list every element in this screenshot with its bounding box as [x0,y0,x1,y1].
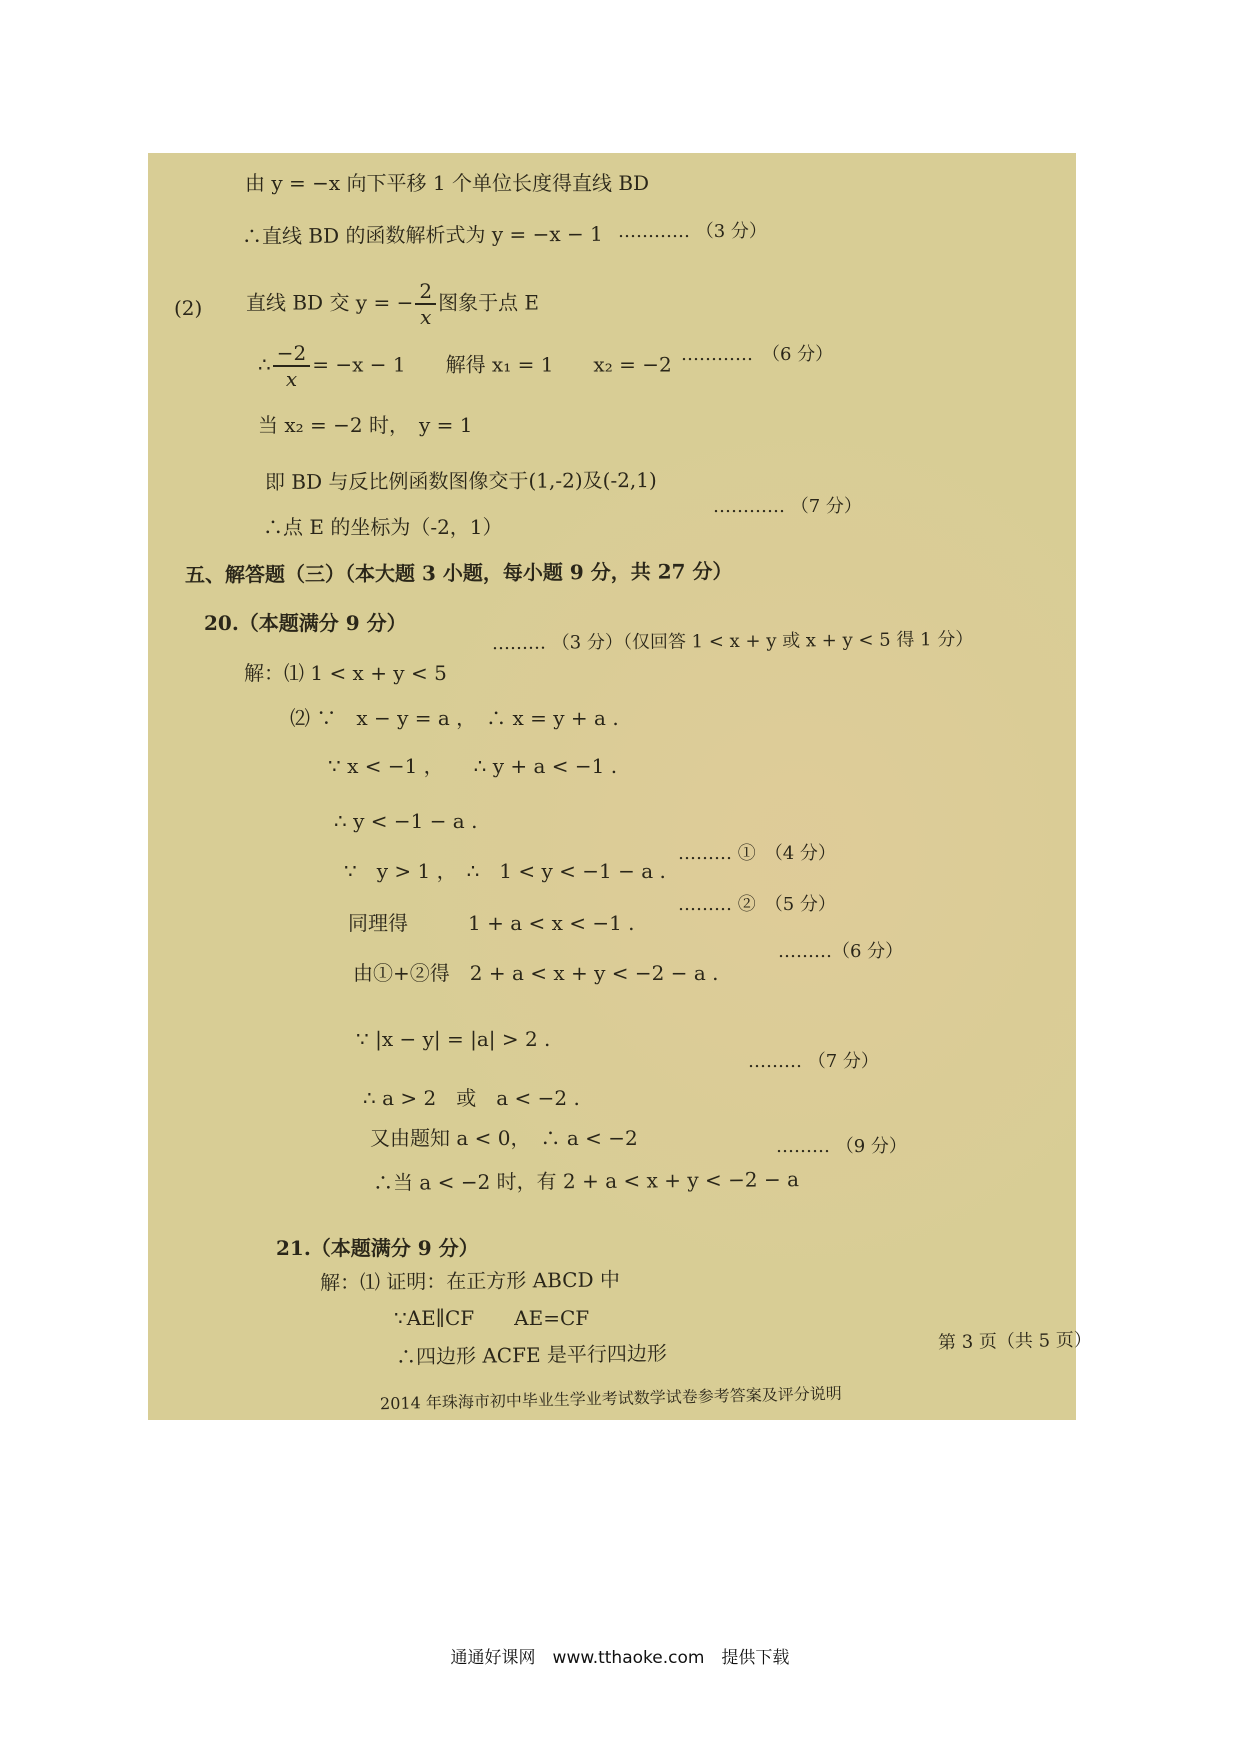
line-absolute-value: ∵ |x − y| = |a| > 2 . [356,1027,551,1051]
problem-21-proof-start: 解：⑴ 证明：在正方形 ABCD 中 [319,1267,621,1295]
line-parallelogram: ∴四边形 ACFE 是平行四边形 [395,1341,668,1369]
line-x-less-neg1: ∵ x < −1 ， ∴ y + a < −1 . [328,754,618,778]
score-9: ……… （9 分） [776,1136,907,1157]
problem-20-part-1: 解：⑴ 1 < x + y < 5 [244,661,447,685]
page-number: 第 3 页（共 5 页） [937,1329,1092,1354]
section-heading-five: 五、解答题（三）（本大题 3 小题，每小题 9 分，共 27 分） [184,559,733,587]
line-bd-intersect-text: 直线 BD 交 y = − [246,290,414,315]
line-y-less: ∴ y < −1 − a . [334,809,478,833]
fraction-numerator: 2 [415,281,436,305]
line-y-greater-1: ∵ y > 1 ， ∴ 1 < y < −1 − a . [344,859,666,883]
part-2-label: (2) [174,296,203,320]
fraction-neg-2-over-x [415,281,436,327]
line-similarly: 同理得 1 + a < x < −1 . [348,911,635,935]
problem-20-heading: 20.（本题满分 9 分） [204,611,407,635]
score-7: ………… （7 分） [713,496,862,517]
line-intersection-points: 即 BD 与反比例函数图像交于(1,-2)及(-2,1) [264,467,657,495]
score-6b: ………（6 分） [778,941,904,962]
line-conclusion: ∴当 a < −2 时，有 2 + a < x + y < −2 − a [372,1167,800,1195]
line-point-e-coordinates: ∴点 E 的坐标为（-2，1） [263,515,503,539]
line-ae-parallel-cf: ∵AE∥CF AE=CF [394,1306,590,1330]
line-a-negative: 又由题知 a < 0， ∴ a < −2 [370,1126,638,1150]
score-7b: ……… （7 分） [748,1051,879,1072]
fraction-numerator: −2 [273,343,310,367]
score-6: ………… （6 分） [681,344,834,365]
line-translate-bd: 由 y = −x 向下平移 1 个单位长度得直线 BD [245,171,650,195]
line-x-minus-y: ⑵ ∵ x − y = a ， ∴ x = y + a . [290,706,619,730]
line-bd-intersect-tail: 图象于点 E [438,290,540,315]
problem-21-heading: 21.（本题满分 9 分） [276,1236,479,1260]
line-a-cases: ∴ a > 2 或 a < −2 . [363,1086,580,1110]
document-title-footer: 2014 年珠海市初中毕业生学业考试数学试卷参考答案及评分说明 [379,1383,842,1414]
line-sum: 由①+②得 2 + a < x + y < −2 − a . [353,961,719,985]
line-bd-intersect [246,281,539,327]
fraction-denominator: x [285,367,298,391]
line-solve-equation-text: = −x − 1 解得 x₁ = 1 x₂ = −2 [312,352,672,377]
score-5: ……… ② （5 分） [678,894,836,915]
fraction-neg2-over-x [273,343,310,389]
scanned-answer-sheet-photo [148,153,1092,1420]
line-when-x2: 当 x₂ = −2 时， y = 1 [258,413,473,437]
score-3-note: ……… （3 分）（仅回答 1 < x + y 或 x + y < 5 得 1 分） [491,628,974,655]
line-bd-function: ∴直线 BD 的函数解析式为 y = −x − 1 [241,221,603,249]
score-3: ………… （3 分） [618,221,767,242]
download-footer: 通通好课网 www.tthaoke.com 提供下载 [450,1648,790,1668]
score-4: ……… ① （4 分） [678,843,836,864]
fraction-denominator: x [420,305,432,329]
therefore-symbol: ∴ [258,352,271,377]
line-solve-equation [258,343,672,389]
